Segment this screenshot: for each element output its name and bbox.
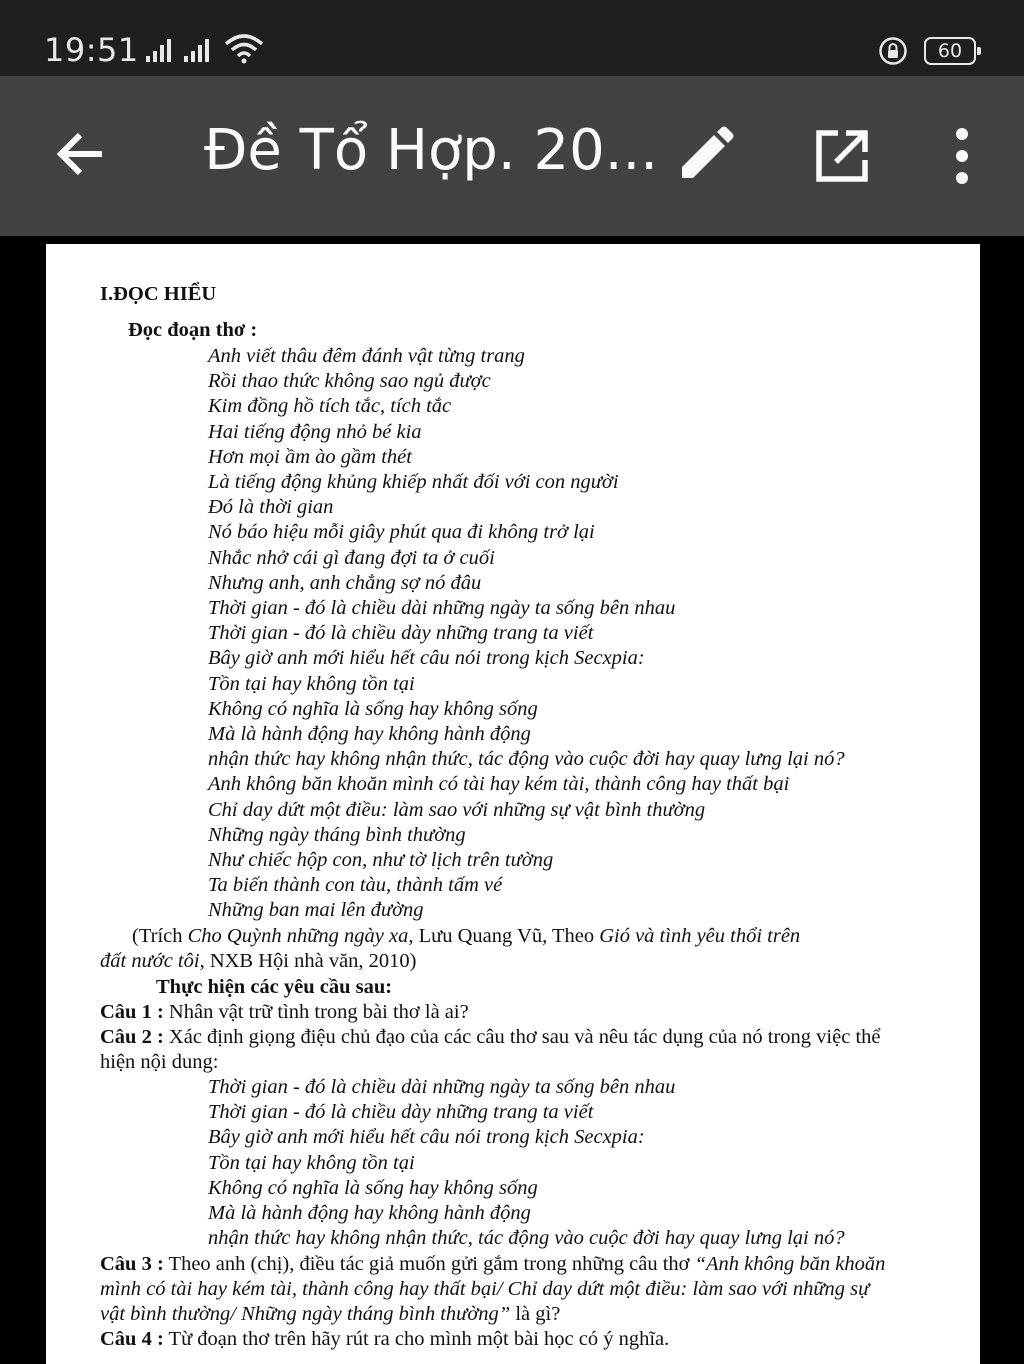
- battery-icon: [924, 37, 976, 65]
- poem-line: nhận thức hay không nhận thức, tác động vào cuộc đời hay quay lưng lại nó?: [208, 748, 845, 771]
- poem-line: Chỉ day dứt một điều: làm sao với những sự vật bình thường: [208, 798, 706, 821]
- section-heading: I.ĐỌC HIỂU: [100, 283, 217, 305]
- poem-line: Nó báo hiệu mỗi giây phút qua đi không trở lại: [208, 521, 595, 544]
- poem-line: Anh không băn khoăn mình có tài hay kém tài, thành công hay thất bại: [208, 773, 790, 796]
- reading-intro: Đọc đoạn thơ :: [128, 319, 258, 341]
- citation-line-2: đất nước tôi, NXB Hội nhà văn, 2010): [100, 950, 417, 972]
- more-vert-icon[interactable]: [944, 126, 980, 186]
- poem-line: Đó là thời gian: [208, 496, 334, 519]
- poem-line: nhận thức hay không nhận thức, tác động vào cuộc đời hay quay lưng lại nó?: [208, 1227, 845, 1250]
- question-1: Câu 1 : Nhân vật trữ tình trong bài thơ là ai?: [100, 1001, 469, 1023]
- rotation-lock-icon: [878, 36, 908, 66]
- question-4: Câu 4 : Từ đoạn thơ trên hãy rút ra cho mình một bài học có ý nghĩa.: [100, 1328, 670, 1350]
- poem-line: Bây giờ anh mới hiểu hết câu nói trong kịch Secxpia:: [208, 647, 645, 670]
- document-page: [46, 244, 980, 1364]
- status-bar: [0, 0, 1024, 76]
- signal-icon: [146, 38, 171, 62]
- poem-line: Thời gian - đó là chiều dài những ngày ta sống bên nhau: [208, 1076, 676, 1098]
- question-3-cont: mình có tài hay kém tài, thành công hay thất bại/ Chỉ day dứt một điều: làm sao với những sự: [100, 1278, 870, 1300]
- poem-line: Những ngày tháng bình thường: [208, 823, 466, 846]
- wifi-icon: [224, 34, 264, 64]
- document-viewer[interactable]: [0, 236, 1024, 1350]
- poem-line: Những ban mai lên đường: [208, 899, 424, 922]
- signal-icon: [184, 38, 209, 62]
- poem-line: Tồn tại hay không tồn tại: [208, 672, 415, 695]
- poem-line: Hai tiếng động nhỏ bé kia: [208, 420, 422, 443]
- poem-line: Kim đồng hồ tích tắc, tích tắc: [208, 395, 452, 418]
- status-time: 19:51: [44, 31, 139, 69]
- poem-line: Nhắc nhở cái gì đang đợi ta ở cuối: [208, 546, 495, 569]
- poem-line: Bây giờ anh mới hiểu hết câu nói trong kịch Secxpia:: [208, 1126, 645, 1149]
- poem-line: Như chiếc hộp con, như tờ lịch trên tường: [208, 849, 554, 871]
- question-3-cont-2: vật bình thường/ Những ngày tháng bình thường” là gì?: [100, 1303, 561, 1325]
- question-3: Câu 3 : Theo anh (chị), điều tác giả muốn gửi gắm trong những câu thơ “Anh không băn khoăn: [100, 1253, 886, 1275]
- poem-line: Là tiếng động khủng khiếp nhất đối với con người: [208, 471, 619, 493]
- poem-line: Thời gian - đó là chiều dày những trang ta viết: [208, 622, 594, 645]
- poem-line: Ta biến thành con tàu, thành tấm vé: [208, 874, 503, 897]
- poem-line: Hơn mọi ầm ào gầm thét: [208, 445, 412, 468]
- poem-line: Không có nghĩa là sống hay không sống: [208, 1176, 538, 1199]
- poem-line: Mà là hành động hay không hành động: [208, 723, 531, 745]
- poem-line: Tồn tại hay không tồn tại: [208, 1151, 415, 1174]
- question-2-cont: hiện nội dung:: [100, 1051, 219, 1073]
- tasks-heading: Thực hiện các yêu cầu sau:: [156, 976, 393, 998]
- poem-line: Nhưng anh, anh chẳng sợ nó đâu: [208, 571, 482, 594]
- poem-line: Anh viết thâu đêm đánh vật từng trang: [208, 345, 525, 367]
- back-arrow-icon[interactable]: [52, 126, 108, 182]
- poem-line: Không có nghĩa là sống hay không sống: [208, 697, 538, 720]
- question-2: Câu 2 : Xác định giọng điệu chủ đạo của các câu thơ sau và nêu tác dụng của nó trong việc thể: [100, 1026, 881, 1048]
- battery-level: 60: [937, 40, 963, 62]
- edit-pencil-icon[interactable]: [676, 124, 736, 184]
- document-title: Đề Tổ Hợp. 20...: [204, 118, 659, 183]
- poem-line: Thời gian - đó là chiều dày những trang ta viết: [208, 1101, 594, 1124]
- app-bar: [0, 76, 1024, 236]
- poem-line: Rồi thao thức không sao ngủ được: [208, 370, 491, 393]
- open-external-icon[interactable]: [814, 128, 870, 184]
- poem-line: Thời gian - đó là chiều dài những ngày ta sống bên nhau: [208, 597, 676, 619]
- citation-line-1: (Trích Cho Quỳnh những ngày xa, Lưu Quang Vũ, Theo Gió và tình yêu thổi trên: [132, 925, 801, 947]
- poem-line: Mà là hành động hay không hành động: [208, 1202, 531, 1224]
